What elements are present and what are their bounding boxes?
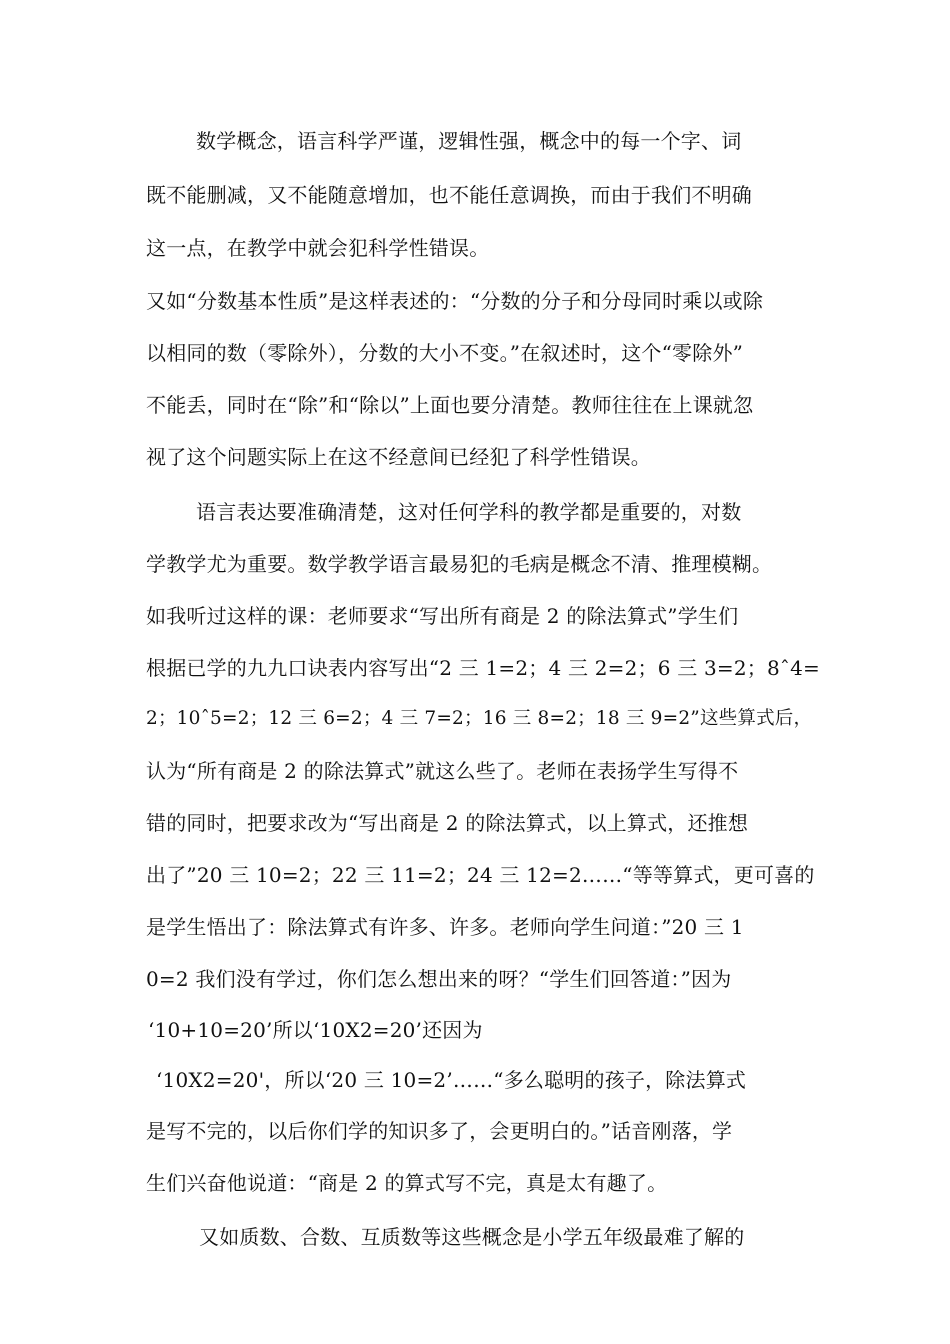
text-line: ‘10+10=20’所以‘10X2=20’还因为	[148, 1018, 483, 1042]
text-line: 认为“所有商是 2 的除法算式”就这么些了。老师在表扬学生写得不	[146, 759, 739, 783]
text-line: 是写不完的，以后你们学的知识多了，会更明白的。”话音刚落，学	[146, 1119, 733, 1143]
text-line: ‘10X2=20'，所以‘20 三 10=2’……“多么聪明的孩子，除法算式	[156, 1068, 747, 1092]
text-line: 如我听过这样的课：老师要求“写出所有商是 2 的除法算式”学生们	[146, 604, 739, 628]
text-line: 根据已学的九九口诀表内容写出“2 三 1=2；4 三 2=2；6 三 3=2；8ˆ4=	[146, 656, 820, 680]
text-line: 生们兴奋他说道：“商是 2 的算式写不完，真是太有趣了。	[146, 1171, 668, 1195]
text-line: 学教学尤为重要。数学教学语言最易犯的毛病是概念不清、推理模糊。	[146, 552, 773, 576]
text-line: 是学生悟出了：除法算式有许多、许多。老师向学生问道：”20 三 1	[146, 915, 744, 939]
text-line: 以相同的数（零除外），分数的大小不变。”在叙述时，这个“零除外”	[146, 341, 744, 365]
text-line: 不能丢，同时在“除”和“除以”上面也要分清楚。教师往往在上课就忽	[146, 393, 754, 417]
text-line: 错的同时，把要求改为“写出商是 2 的除法算式，以上算式，还推想	[146, 811, 749, 835]
text-line: 又如“分数基本性质”是这样表述的：“分数的分子和分母同时乘以或除	[146, 289, 764, 313]
text-line: 视了这个问题实际上在这不经意间已经犯了科学性错误。	[146, 445, 651, 469]
text-line: 既不能删减，又不能随意增加，也不能任意调换，而由于我们不明确	[146, 183, 752, 207]
text-line: 出了”20 三 10=2；22 三 11=2；24 三 12=2……“等等算式，更可喜的	[146, 863, 815, 887]
text-line: 2；10ˆ5=2；12 三 6=2；4 三 7=2；16 三 8=2；18 三 9=2”这些算式后，	[146, 708, 813, 729]
text-line: 这一点，在教学中就会犯科学性错误。	[146, 236, 490, 260]
text-line: 0=2 我们没有学过，你们怎么想出来的呀？“学生们回答道：”因为	[146, 967, 732, 991]
text-line: 数学概念，语言科学严谨，逻辑性强，概念中的每一个字、词	[196, 129, 742, 153]
text-line: 语言表达要准确清楚，这对任何学科的教学都是重要的，对数	[196, 500, 742, 524]
text-line: 又如质数、合数、互质数等这些概念是小学五年级最难了解的	[199, 1225, 745, 1249]
